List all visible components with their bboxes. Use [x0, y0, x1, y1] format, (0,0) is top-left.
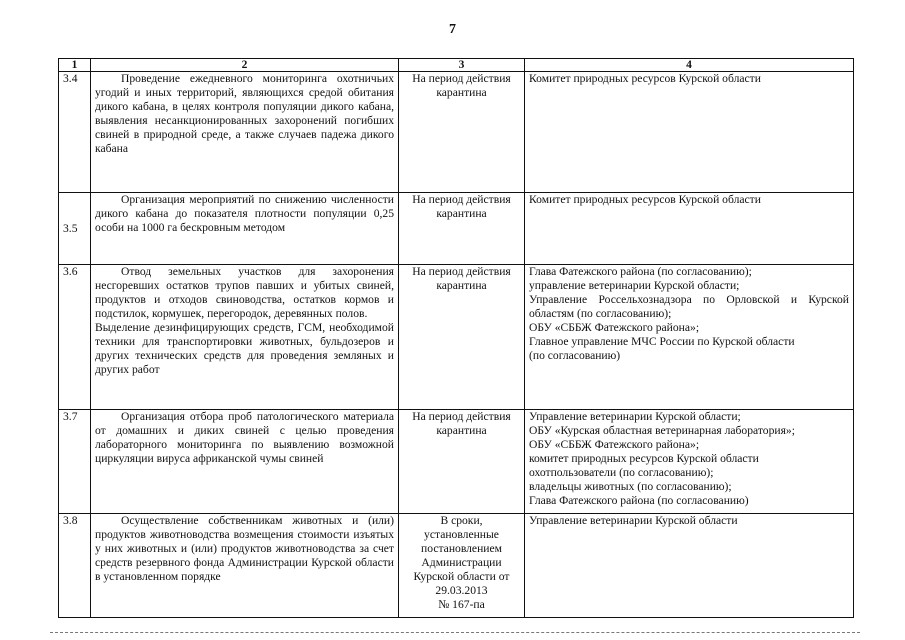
measure-text: Проведение ежедневного мониторинга охотничьих угодий и иных территорий, являющихся средой обитания дикого кабана, в целях контроля популяции дикого кабана, выявления несанкционированных захоронений погибших свиней в природной среде, а также случаев падежа дикого кабана [95, 72, 394, 155]
table-row [59, 514, 854, 618]
row-number: 3.4 [59, 72, 91, 193]
responsible-line: Управление ветеринарии Курской области [529, 514, 738, 527]
table-row [59, 265, 854, 410]
row-number: 3.5 [59, 193, 91, 265]
responsible-line: Комитет природных ресурсов Курской области [529, 193, 761, 206]
period-cell [399, 265, 525, 410]
period-line: На период действия [412, 265, 511, 278]
row-number: 3.6 [59, 265, 91, 410]
responsible-line: ОБУ «СББЖ Фатежского района»; [529, 321, 700, 334]
period-line: В сроки, [440, 514, 483, 527]
measure-cell [91, 514, 399, 618]
responsible-line: владельцы животных (по согласованию); [529, 480, 732, 493]
header-col-2: 2 [91, 59, 399, 72]
period-line: № 167-па [438, 598, 485, 611]
period-line: карантина [436, 279, 487, 292]
row-number: 3.8 [59, 514, 91, 618]
period-line: карантина [436, 207, 487, 220]
responsible-line: Главное управление МЧС России по Курской области [529, 335, 795, 348]
period-line: Курской области от [413, 570, 510, 583]
period-line: карантина [436, 86, 487, 99]
period-line: карантина [436, 424, 487, 437]
responsible-line: ОБУ «Курская областная ветеринарная лаборатория»; [529, 424, 795, 437]
responsible-cell [525, 265, 854, 410]
measure-cell [91, 72, 399, 193]
measure-cell [91, 193, 399, 265]
period-line: 29.03.2013 [435, 584, 488, 597]
period-line: На период действия [412, 72, 511, 85]
page-bottom-rule [50, 632, 860, 633]
header-col-1: 1 [59, 59, 91, 72]
period-cell [399, 410, 525, 514]
period-cell [399, 72, 525, 193]
responsible-cell [525, 72, 854, 193]
page-number: 7 [449, 22, 456, 37]
period-line: На период действия [412, 193, 511, 206]
responsible-line: Глава Фатежского района (по согласованию) [529, 494, 749, 507]
table-row [59, 193, 854, 265]
responsible-line: Управление Россельхознадзора по Орловской и Курской областям (по согласованию); [529, 293, 849, 320]
period-line: установленные [424, 528, 499, 541]
responsible-cell [525, 193, 854, 265]
responsible-line: ОБУ «СББЖ Фатежского района»; [529, 438, 700, 451]
measure-cell [91, 410, 399, 514]
period-line: постановлением [421, 542, 502, 555]
measure-text: Отвод земельных участков для захоронения несгоревших остатков трупов павших и убитых свиней, продуктов и отходов свиноводства, остатков кормов и подстилок, кормушек, перегородок, деревянных полов. [95, 265, 394, 320]
measure-text: Выделение дезинфицирующих средств, ГСМ, необходимой техники для транспортировки животных, бульдозеров и других технических средств для проведения земляных и других работ [95, 321, 394, 376]
period-line: На период действия [412, 410, 511, 423]
responsible-cell [525, 410, 854, 514]
table-header-row [59, 59, 854, 72]
responsible-line: (по согласованию) [529, 349, 621, 362]
measures-table [58, 58, 854, 618]
responsible-line: управление ветеринарии Курской области; [529, 279, 740, 292]
responsible-line: Глава Фатежского района (по согласованию); [529, 265, 752, 278]
table-row [59, 72, 854, 193]
measure-cell [91, 265, 399, 410]
period-cell [399, 514, 525, 618]
responsible-line: комитет природных ресурсов Курской области [529, 452, 759, 465]
period-cell [399, 193, 525, 265]
header-col-3: 3 [399, 59, 525, 72]
responsible-line: Комитет природных ресурсов Курской области [529, 72, 761, 85]
table-row [59, 410, 854, 514]
measure-text: Осуществление собственникам животных и (или) продуктов животноводства возмещения стоимости изъятых у них животных и (или) продуктов животноводства за счет средств резервного фонда Администрации Курской области в установленном порядке [95, 514, 394, 583]
measure-text: Организация мероприятий по снижению численности дикого кабана до показателя плотности популяции 0,25 особи на 1000 га бескровным методом [95, 193, 394, 234]
responsible-cell [525, 514, 854, 618]
row-number: 3.7 [59, 410, 91, 514]
responsible-line: Управление ветеринарии Курской области; [529, 410, 741, 423]
measure-text: Организация отбора проб патологического материала от домашних и диких свиней с целью проведения лабораторного мониторинга по выявлению возможной циркуляции вируса африканской чумы свиней [95, 410, 394, 465]
responsible-line: охотпользователи (по согласованию); [529, 466, 714, 479]
period-line: Администрации [421, 556, 502, 569]
header-col-4: 4 [525, 59, 854, 72]
